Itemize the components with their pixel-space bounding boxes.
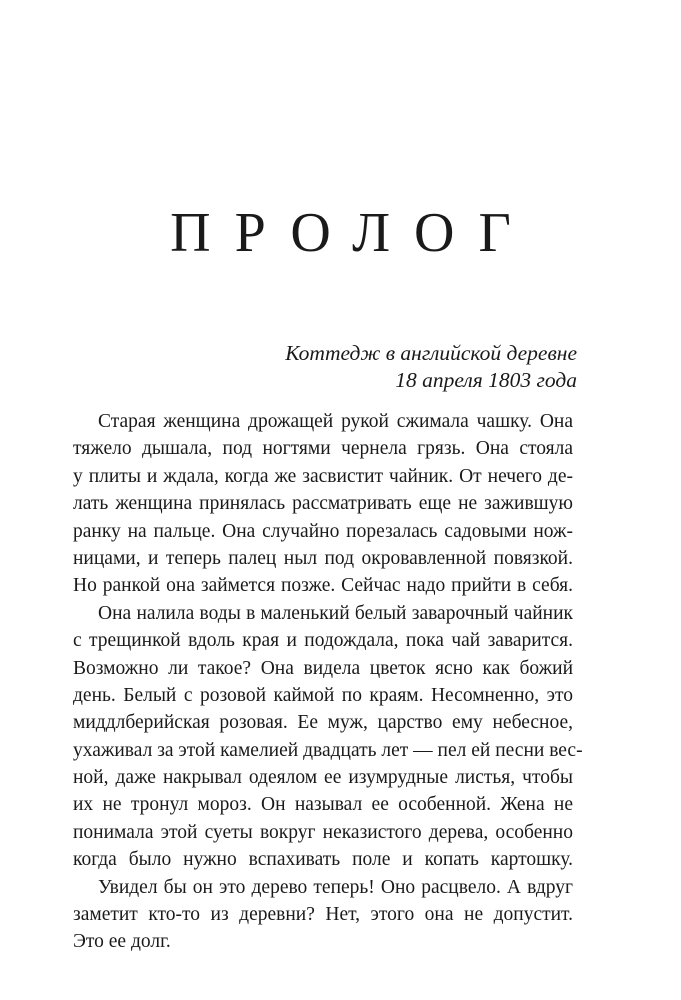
text-line: когда было нужно вспахивать поле и копать картошку. (73, 849, 573, 871)
text-line: Это ее долг. (73, 931, 171, 953)
epigraph-date: 18 апреля 1803 года (395, 368, 577, 392)
text-line: Она налила воды в маленький белый заварочный чайник (98, 602, 573, 624)
paragraph (73, 408, 573, 600)
text-line: ной, даже накрывал одеялом ее изумрудные листья, чтобы (73, 767, 573, 789)
text-line: лать женщина принялась рассматривать еще не зажившую (73, 493, 573, 515)
text-line: миддлберийская розовая. Ее муж, царство ему небесное, (73, 712, 573, 734)
paragraph (73, 600, 583, 874)
text-line: день. Белый с розовой каймой по краям. Несомненно, это (73, 684, 573, 706)
epigraph-place: Коттедж в английской деревне (285, 341, 577, 365)
text-line: их не тронул мороз. Он называл ее особенной. Жена не (73, 794, 573, 816)
text-line: Увидел бы он это дерево теперь! Оно расцвело. А вдруг (98, 876, 573, 898)
text-line: тяжело дышала, под ногтями чернела грязь. Она стояла (73, 438, 573, 460)
text-line: понимала этой суеты вокруг неказистого дерева, особенно (73, 821, 573, 843)
text-line: Но ранкой она займется позже. Сейчас надо прийти в себя. (73, 575, 573, 597)
text-line: ухаживал за этой камелией двадцать лет — пел ей песни вес- (73, 739, 583, 761)
epigraph (285, 340, 577, 394)
text-line: ранку на пальце. Она случайно порезалась садовыми нож- (73, 520, 573, 542)
text-line: Старая женщина дрожащей рукой сжимала чашку. Она (98, 411, 573, 432)
text-line: Возможно ли такое? Она видела цветок ясно как божий (73, 657, 573, 679)
chapter-title: ПРОЛОГ (170, 202, 535, 264)
paragraph (73, 874, 573, 956)
text-line: заметит кто-то из деревни? Нет, этого она не допустит. (73, 904, 573, 926)
text-line: с трещинкой вдоль края и подождала, пока чай заварится. (73, 630, 573, 652)
text-line: у плиты и ждала, когда же засвистит чайник. От нечего де- (73, 465, 573, 487)
body-text (73, 408, 583, 956)
text-line: ницами, и теперь палец ныл под окровавленной повязкой. (73, 547, 573, 569)
